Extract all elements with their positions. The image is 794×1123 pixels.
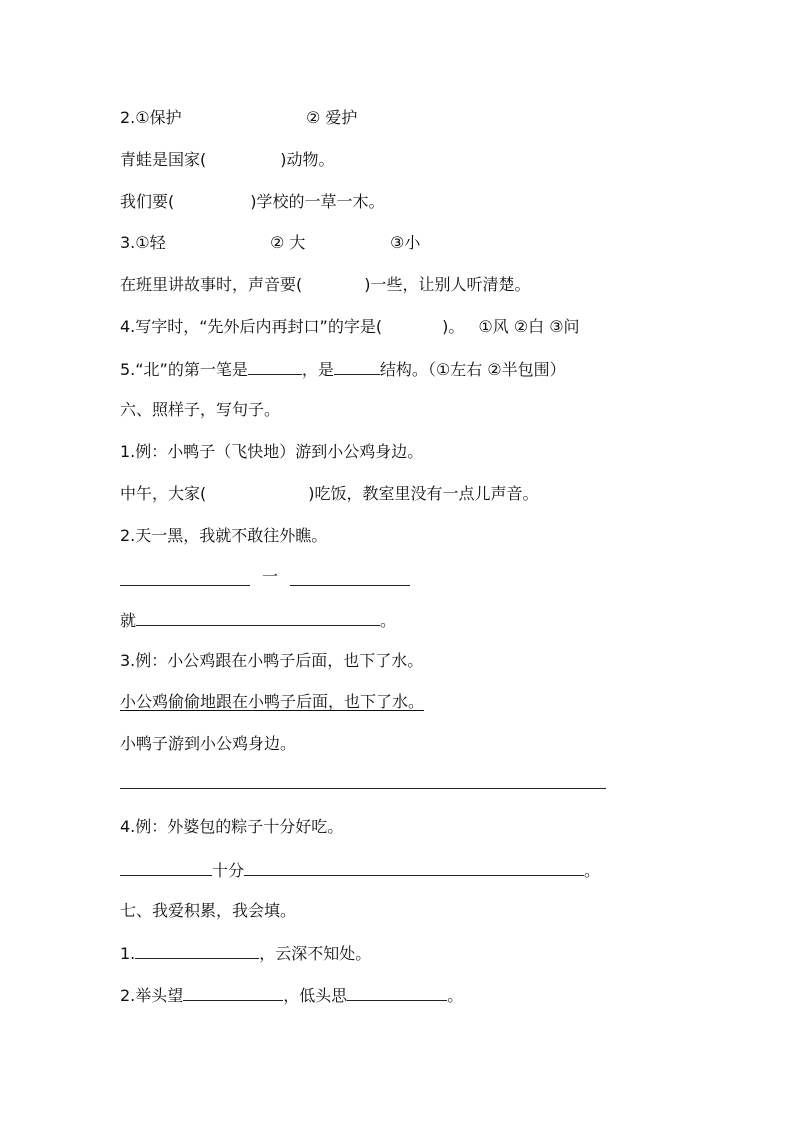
q5-mid: ，是 [301, 360, 334, 379]
q3-options [120, 231, 540, 255]
q3-sentence-1 [120, 273, 531, 297]
s6-q4 [120, 857, 600, 881]
q2-s1-pre: 青蛙是国家( [120, 150, 207, 169]
s6-example-3-answer: 小公鸡偷偷地跟在小鸭子后面，也下了水。 [120, 692, 425, 711]
s6-q4-blank-2[interactable] [244, 857, 584, 876]
s6-q2-line-1 [120, 565, 420, 589]
s7-q1-post: ，云深不知处。 [259, 944, 372, 963]
s6-q3-answer-line [120, 770, 606, 794]
q2-option-1 [120, 106, 182, 130]
q3-option-3: ③小 [390, 233, 421, 252]
s6-q2-blank-2[interactable] [290, 567, 410, 586]
q2-opt1-text: ①保护 [135, 108, 182, 127]
q4-options: ①风 ②白 ③问 [478, 317, 580, 336]
q2-s2-post: )学校的一草一木。 [250, 192, 385, 211]
s7-q2-mid: ，低头思 [283, 986, 348, 1005]
s6-q2-yi: 一 [262, 567, 279, 586]
s7-q1-blank[interactable] [135, 940, 259, 959]
s6-q1 [120, 482, 539, 506]
s6-q2-jiu: 就 [120, 611, 137, 630]
s6-q3-blank[interactable] [120, 770, 606, 789]
s6-example-4: 4.例：外婆包的粽子十分好吃。 [120, 817, 344, 836]
q2-option-2: ② 爱护 [306, 108, 358, 127]
s6-q1-pre: 中午，大家( [120, 484, 207, 503]
s7-q1-pre: 1. [120, 944, 136, 963]
q3-opt1-text: ①轻 [135, 233, 166, 252]
s6-q1-post: )吃饭，教室里没有一点儿声音。 [308, 484, 539, 503]
q5-pre: 5.“北”的第一笔是 [120, 360, 248, 379]
s7-q2-end: 。 [447, 986, 464, 1005]
q2-sentence-1 [120, 148, 335, 172]
q3-number: 3. [120, 233, 136, 252]
q2-number: 2. [120, 108, 136, 127]
s6-example-1: 1.例：小鸭子（飞快地）游到小公鸡身边。 [120, 442, 424, 461]
section-7-title: 七、我爱积累，我会填。 [120, 901, 297, 920]
q2-s1-post: )动物。 [280, 150, 335, 169]
s6-q2-blank-1[interactable] [120, 567, 250, 586]
q2-sentence-2 [120, 190, 385, 214]
s6-q3: 小鸭子游到小公鸡身边。 [120, 734, 297, 753]
q2-s2-pre: 我们要( [120, 192, 175, 211]
s7-q2-blank-2[interactable] [347, 982, 447, 1001]
q2-options [120, 106, 520, 130]
s7-q2-blank-1[interactable] [183, 982, 283, 1001]
q3-option-2: ② 大 [270, 233, 306, 252]
q3-option-1 [120, 231, 166, 255]
q5-blank-1[interactable] [248, 356, 302, 375]
s7-q1 [120, 940, 371, 964]
q4-pre: 4.写字时，“先外后内再封口”的字是( [120, 317, 383, 336]
s7-q2-pre: 2.举头望 [120, 986, 184, 1005]
section-6-title: 六、照样子，写句子。 [120, 400, 281, 419]
q5-question [120, 356, 566, 380]
q3-s1-post: )一些，让别人听清楚。 [364, 275, 531, 294]
s6-q4-blank-1[interactable] [120, 857, 212, 876]
s6-q2-line-2 [120, 607, 396, 631]
s6-example-3: 3.例：小公鸡跟在小鸭子后面，也下了水。 [120, 651, 424, 670]
q4-post: )。 [442, 317, 465, 336]
s7-q2 [120, 982, 463, 1006]
s6-q2-end: 。 [380, 611, 397, 630]
q3-s1-pre: 在班里讲故事时，声音要( [120, 275, 303, 294]
s6-q2-blank-3[interactable] [136, 607, 380, 626]
s6-example-2: 2.天一黑，我就不敢往外瞧。 [120, 526, 328, 545]
q5-post: 结构。（①左右 ②半包围） [379, 360, 566, 379]
q4-question [120, 315, 580, 339]
q5-blank-2[interactable] [334, 356, 380, 375]
s6-q4-end: 。 [584, 861, 601, 880]
s6-q4-mid: 十分 [212, 861, 245, 880]
